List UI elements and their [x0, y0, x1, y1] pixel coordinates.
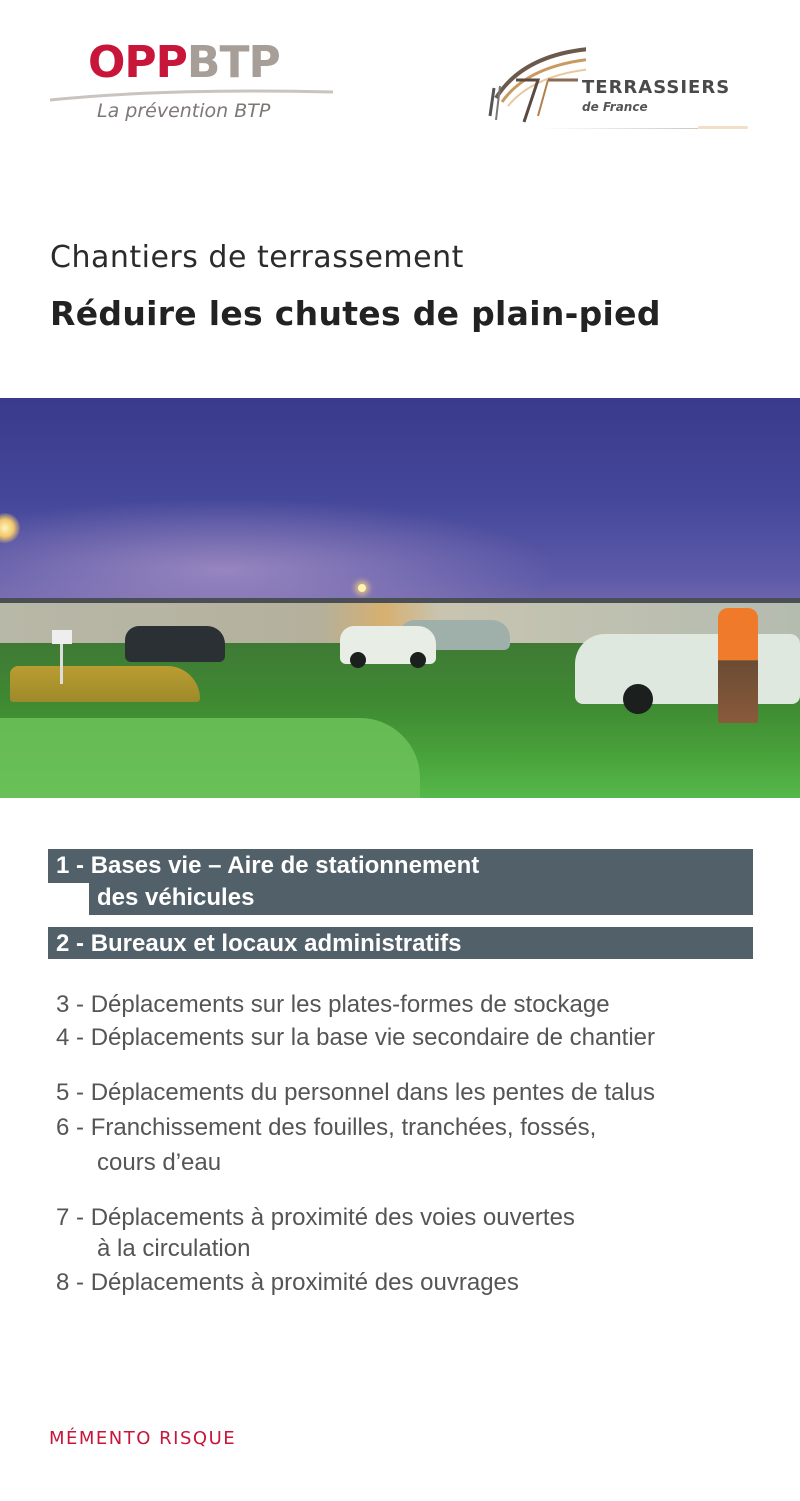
photo-road: [0, 718, 420, 798]
list-item-text: Déplacements sur la base vie secondaire de chantier: [90, 1024, 656, 1051]
list-item-1-line1: [56, 850, 479, 882]
oppbtp-logo: [48, 38, 338, 130]
list-item-text: Déplacements à proximité des voies ouvertes: [90, 1204, 575, 1231]
list-item-text: Déplacements à proximité des ouvrages: [90, 1269, 519, 1296]
terrassiers-name: TERRASSIERS: [582, 77, 731, 98]
list-item-1-highlight-continued: [89, 881, 753, 915]
photo-worker: [718, 608, 758, 723]
list-item-number: 8 -: [56, 1269, 85, 1296]
divider: [698, 126, 748, 129]
oppbtp-wordmark-btp: BTP: [186, 37, 280, 88]
list-item-7-continued: à la circulation: [97, 1235, 251, 1262]
cover-photo: [0, 398, 800, 798]
list-item-4: [56, 1023, 655, 1053]
document-subtitle: Chantiers de terrassement: [50, 240, 464, 275]
list-item-1-line2: des véhicules: [97, 884, 255, 911]
memento-risque-label: MÉMENTO RISQUE: [49, 1428, 237, 1449]
list-item-number: 4 -: [56, 1024, 85, 1051]
photo-car: [575, 634, 800, 704]
photo-sign-post: [60, 644, 63, 684]
list-item-number: 3 -: [56, 991, 85, 1018]
document-title: Réduire les chutes de plain-pied: [50, 294, 661, 333]
photo-car: [125, 626, 225, 662]
list-item-number: 1 -: [56, 852, 85, 879]
photo-sign: [52, 630, 72, 644]
list-item-6-continued: cours d’eau: [97, 1149, 222, 1176]
list-item-number: 2 -: [56, 930, 85, 957]
terrassiers-subname: de France: [582, 100, 648, 114]
list-item-text: Franchissement des fouilles, tranchées, fossés,: [90, 1114, 597, 1141]
oppbtp-tagline: La prévention BTP: [97, 100, 271, 122]
photo-wheel: [410, 652, 426, 668]
list-item-6: [56, 1113, 596, 1143]
photo-gravel-mound: [10, 666, 200, 702]
photo-lamp: [358, 584, 366, 592]
list-item-2-highlight: [48, 927, 753, 959]
list-item-7: [56, 1203, 575, 1233]
oppbtp-wordmark: [88, 38, 280, 88]
list-item-number: 6 -: [56, 1114, 85, 1141]
list-item-text: Bases vie – Aire de stationnement: [90, 852, 480, 879]
list-item-2: [56, 928, 461, 960]
list-item-text: Bureaux et locaux administratifs: [90, 930, 462, 957]
list-item-number: 7 -: [56, 1204, 85, 1231]
photo-wheel: [350, 652, 366, 668]
oppbtp-wordmark-opp: OPP: [88, 37, 187, 88]
list-item-3: [56, 990, 610, 1020]
photo-car: [340, 626, 436, 664]
photo-wheel: [623, 684, 653, 714]
list-item-8: [56, 1268, 519, 1298]
list-item-5: [56, 1078, 655, 1108]
list-item-1-highlight: [48, 849, 753, 883]
terrassiers-emblem-icon: [486, 40, 586, 130]
list-item-text: Déplacements du personnel dans les pentes de talus: [90, 1079, 656, 1106]
terrassiers-logo: [486, 40, 766, 135]
list-item-text: Déplacements sur les plates-formes de stockage: [90, 991, 610, 1018]
list-item-number: 5 -: [56, 1079, 85, 1106]
divider: [538, 128, 698, 129]
